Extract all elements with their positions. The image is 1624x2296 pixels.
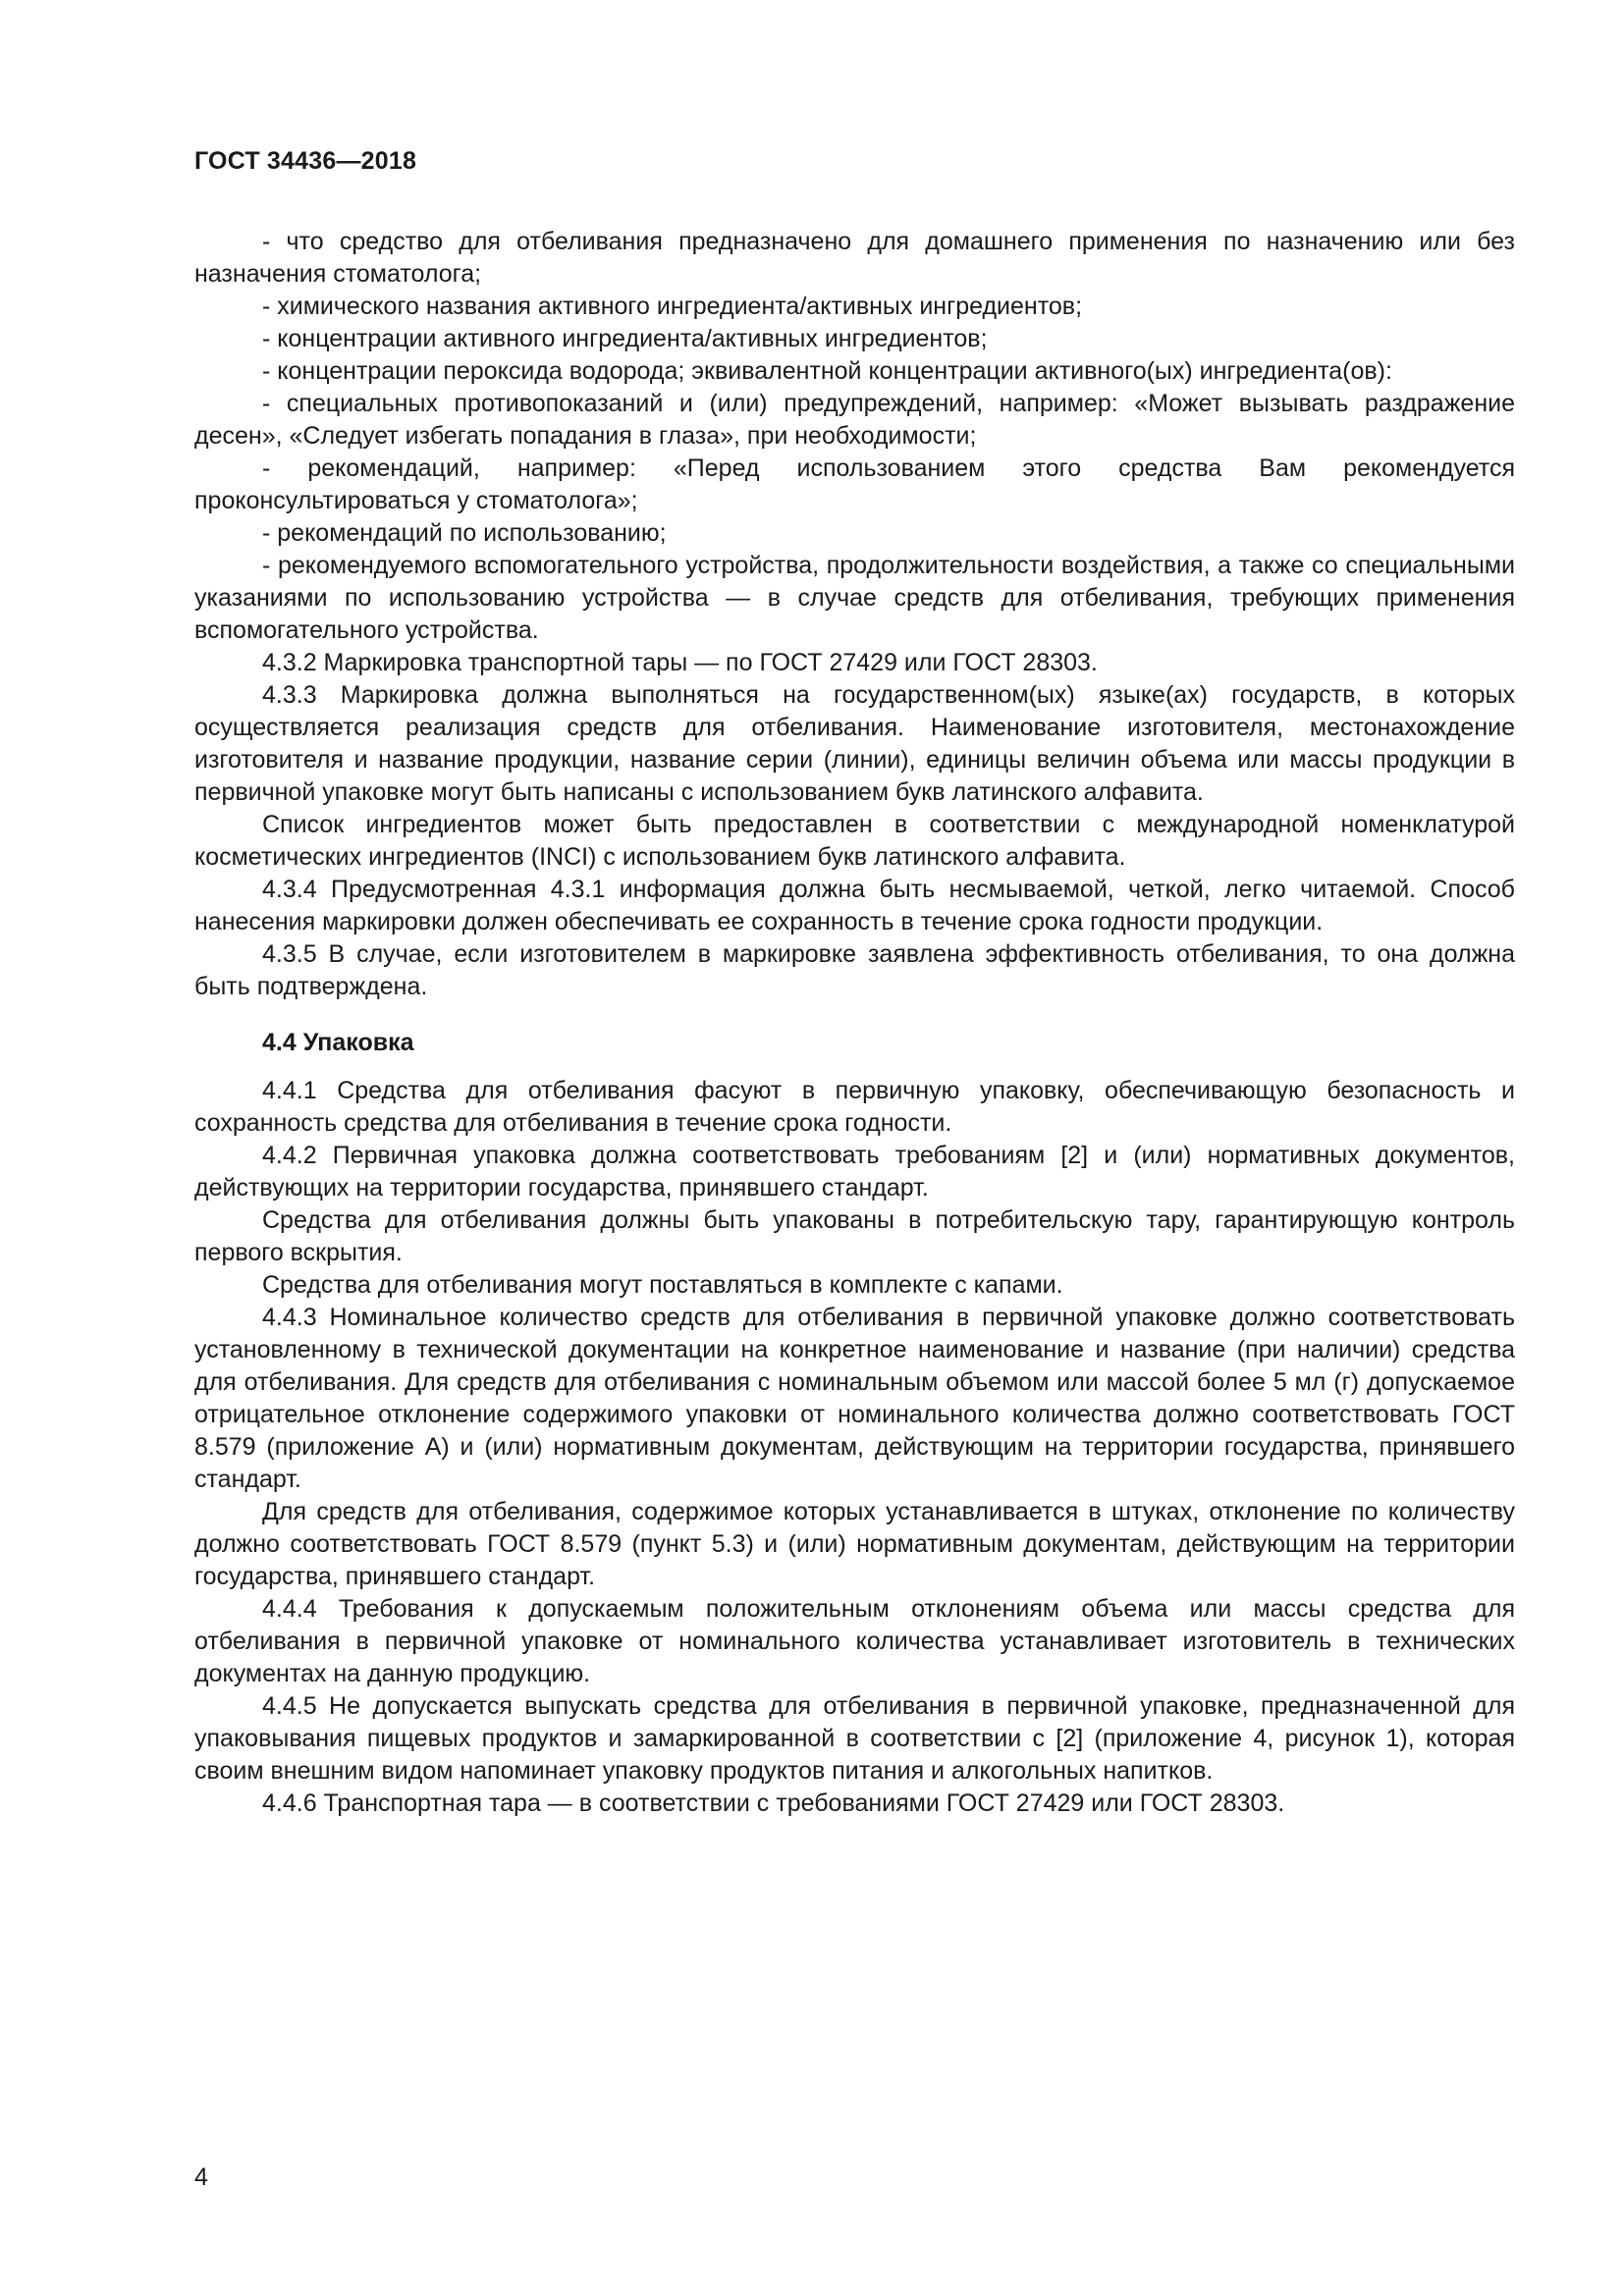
clause-4-4-3-pieces: Для средств для отбеливания, содержимое которых устанавливается в штуках, отклонение по количеству должно соответствовать ГОСТ 8.579 (пункт 5.3) и (или) нормативным документам, действующим на территории государства, принявшего стандарт. <box>194 1498 1515 1590</box>
list-item-device: - рекомендуемого вспомогательного устройства, продолжительности воздействия, а также со специальными указаниями по использованию устройства — в случае средств для отбеливания, требующих применения вспомогательного устройства. <box>194 552 1515 644</box>
clause-4-4-1: 4.4.1 Средства для отбеливания фасуют в первичную упаковку, обеспечивающую безопасность и сохранность средства для отбеливания в течение срока годности. <box>194 1077 1515 1137</box>
page-number: 4 <box>194 2163 208 2191</box>
clause-4-4-5: 4.4.5 Не допускается выпускать средства для отбеливания в первичной упаковке, предназначенной для упаковывания пищевых продуктов и замаркированной в соответствии с [2] (приложение 4, рисунок 1), которая своим внешним видом напоминает упаковку продуктов питания и алкогольных напитков. <box>194 1692 1515 1785</box>
clause-4-3-2: 4.3.2 Маркировка транспортной тары — по ГОСТ 27429 или ГОСТ 28303. <box>262 649 1098 676</box>
list-item-purpose: - что средство для отбеливания предназначено для домашнего применения по назначению или без назначения стоматолога; <box>194 228 1515 288</box>
clause-4-3-3: 4.3.3 Маркировка должна выполняться на государственном(ых) языке(ах) государств, в которых осуществляется реализация средств для отбеливания. Наименование изготовителя, местонахождение изготовителя и название продукции, название серии (линии), единицы величин объема или массы продукции в первичной упаковке могут быть написаны с использованием букв латинского алфавита. <box>194 681 1515 806</box>
clause-4-4-3: 4.4.3 Номинальное количество средств для отбеливания в первичной упаковке должно соответствовать установленному в технической документации на конкретное наименование и название (при наличии) средства для отбеливания. Для средств для отбеливания с номинальным объемом или массой более 5 мл (г) допускаемое отрицательное отклонение содержимого упаковки от номинального количества должно соответствовать ГОСТ 8.579 (приложение А) и (или) нормативным документам, действующим на территории государства, принявшего стандарт. <box>194 1304 1515 1493</box>
section-title-packaging: 4.4 Упаковка <box>262 1029 414 1056</box>
clause-4-4-4: 4.4.4 Требования к допускаемым положительным отклонениям объема или массы средства для отбеливания в первичной упаковке от номинального количества устанавливает изготовитель в технических документах на данную продукцию. <box>194 1595 1515 1687</box>
clause-4-4-2-trays: Средства для отбеливания могут поставляться в комплекте с капами. <box>262 1271 1063 1299</box>
clause-4-4-2-consumer-package: Средства для отбеливания должны быть упакованы в потребительскую тару, гарантирующую контроль первого вскрытия. <box>194 1206 1515 1266</box>
list-item-peroxide: - концентрации пероксида водорода; эквивалентной концентрации активного(ых) ингредиента(ов): <box>262 357 1392 385</box>
list-item-usage: - рекомендаций по использованию; <box>262 519 667 547</box>
document-header: ГОСТ 34436—2018 <box>194 147 417 175</box>
clause-4-4-6: 4.4.6 Транспортная тара — в соответствии с требованиями ГОСТ 27429 или ГОСТ 28303. <box>262 1789 1285 1817</box>
document-body <box>194 226 1515 1820</box>
clause-4-3-4: 4.3.4 Предусмотренная 4.3.1 информация должна быть несмываемой, четкой, легко читаемой. Способ нанесения маркировки должен обеспечивать ее сохранность в течение срока годности продукции. <box>194 876 1515 935</box>
clause-4-3-5: 4.3.5 В случае, если изготовителем в маркировке заявлена эффективность отбеливания, то она должна быть подтверждена. <box>194 940 1515 1000</box>
clause-4-3-3-ingredients: Список ингредиентов может быть предоставлен в соответствии с международной номенклатурой косметических ингредиентов (INCI) с использованием букв латинского алфавита. <box>194 811 1515 871</box>
list-item-concentration: - концентрации активного ингредиента/активных ингредиентов; <box>262 325 988 352</box>
list-item-recommendations: - рекомендаций, например: «Перед использованием этого средства Вам рекомендуется проконсультироваться у стоматолога»; <box>194 454 1515 514</box>
list-item-contraindications: - специальных противопоказаний и (или) предупреждений, например: «Может вызывать раздражение десен», «Следует избегать попадания в глаза», при необходимости; <box>194 390 1515 450</box>
list-item-chemical-name: - химического названия активного ингредиента/активных ингредиентов; <box>262 293 1083 320</box>
clause-4-4-2: 4.4.2 Первичная упаковка должна соответствовать требованиям [2] и (или) нормативных документов, действующих на территории государства, принявшего стандарт. <box>194 1142 1515 1201</box>
